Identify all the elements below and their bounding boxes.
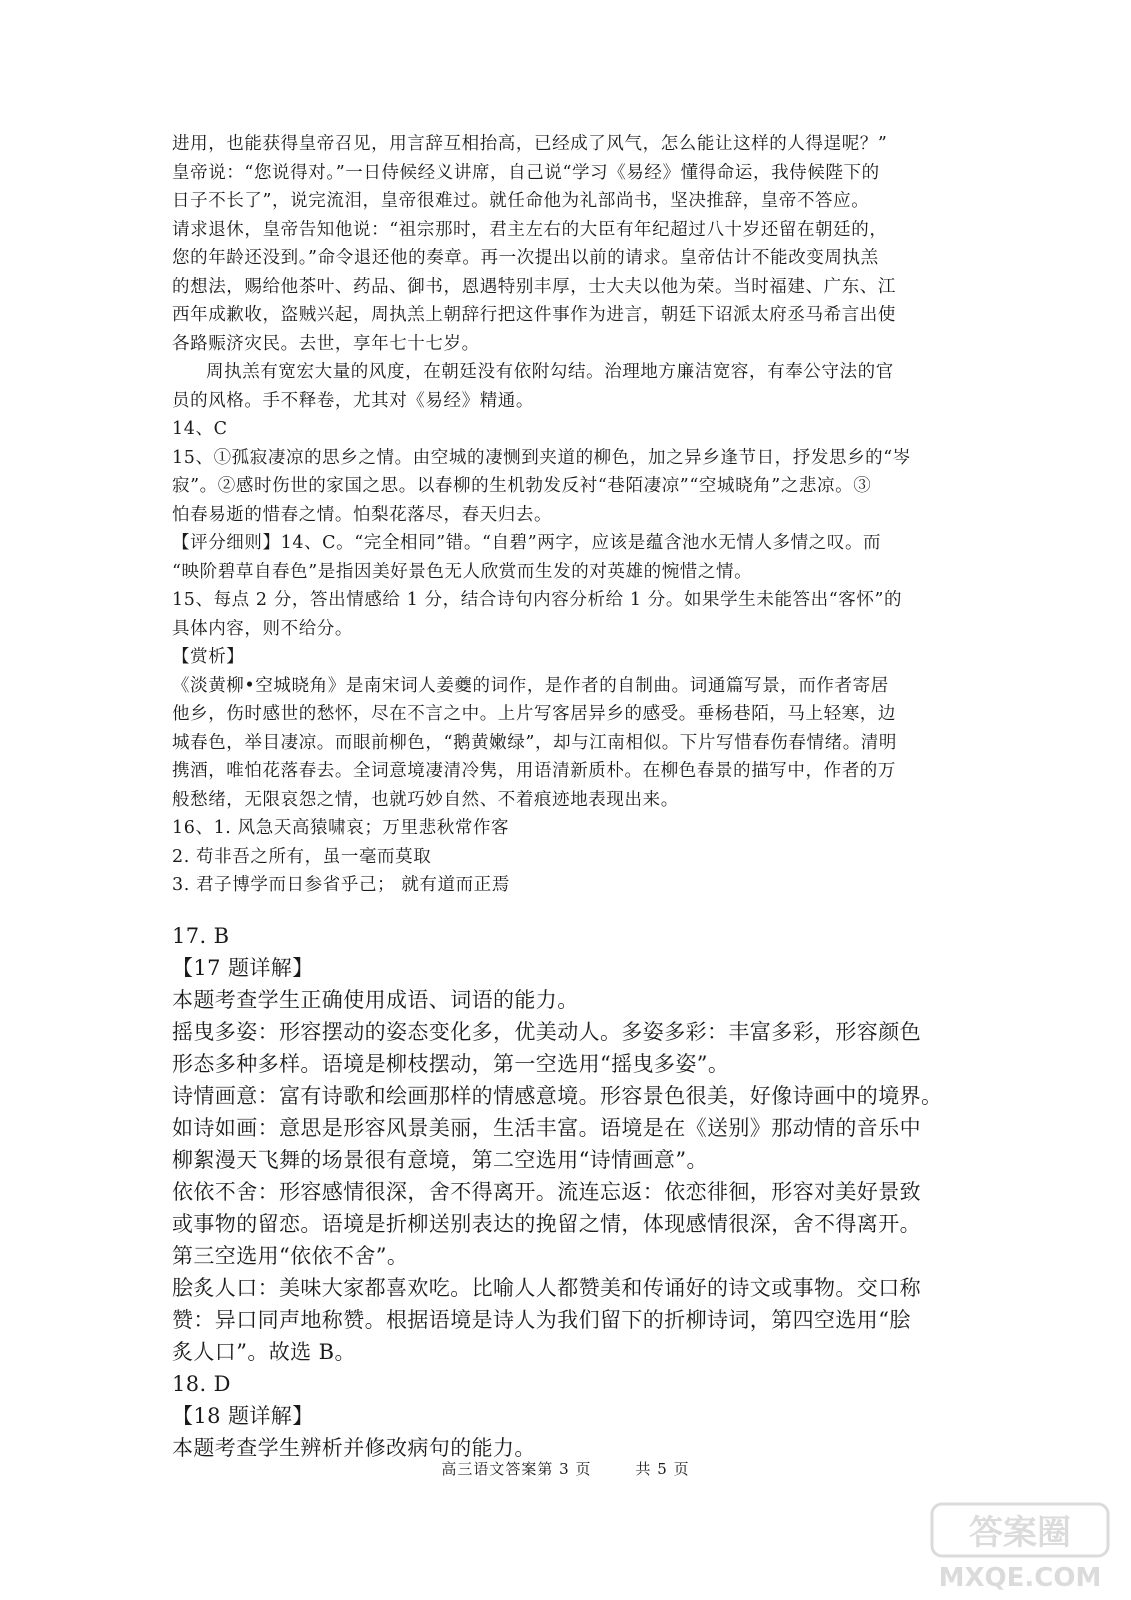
text-line: 寂”。②感时伤世的家国之思。以春柳的生机勃发反衬“巷陌凄凉”“空城晓角”之悲凉。③ — [172, 476, 872, 496]
text-line: 15、每点 2 分，答出情感给 1 分，结合诗句内容分析给 1 分。如果学生未能答出“客怀”的 — [172, 590, 903, 610]
footer-page-number: 高三语文答案第 3 页 — [441, 1460, 592, 1478]
text-line: 炙人口”。故选 B。 — [172, 1340, 356, 1364]
text-line: 员的风格。手不释卷，尤其对《易经》精通。 — [172, 390, 534, 411]
text-line: 您的年龄还没到。”命令退还他的奏章。再一次提出以前的请求。皇帝估计不能改变周执羔 — [172, 248, 879, 268]
answer-text-block-small — [172, 130, 952, 900]
text-line: 赞：异口同声地称赞。根据语境是诗人为我们留下的折柳诗词，第四空选用“脍 — [172, 1308, 911, 1332]
page-footer — [0, 1458, 1131, 1479]
text-line: 【17 题详解】 — [172, 956, 314, 980]
text-line: 城春色，举目凄凉。而眼前柳色，“鹅黄嫩绿”，却与江南相似。下片写惜春伤春情绪。清明 — [172, 732, 897, 753]
text-line: 15、①孤寂凄凉的思乡之情。由空城的凄恻到夹道的柳色，加之异乡逢节日，抒发思乡的“岑 — [172, 447, 911, 468]
watermark-bottom-text: MXQE.COM — [938, 1563, 1102, 1592]
text-line: 【赏析】 — [172, 647, 245, 667]
text-line: “映阶碧草自春色”是指因美好景色无人欣赏而生发的对英雄的惋惜之情。 — [172, 561, 753, 582]
text-line: 他乡，伤时感世的愁怀，尽在不言之中。上片写客居异乡的感受。垂杨巷陌，马上轻寒，边 — [172, 704, 896, 724]
text-line: 如诗如画：意思是形容风景美丽，生活丰富。语境是在《送别》那动情的音乐中 — [172, 1116, 921, 1140]
text-line: 17. B — [172, 924, 230, 948]
text-line: 的想法，赐给他茶叶、药品、御书，恩遇特别丰厚，士大夫以他为荣。当时福建、广东、江 — [172, 276, 896, 297]
text-line: 柳絮漫天飞舞的场景很有意境，第二空选用“诗情画意”。 — [172, 1148, 708, 1172]
text-line: 形态多种多样。语境是柳枝摆动，第一空选用“摇曳多姿”。 — [172, 1052, 730, 1076]
watermark-top-text: 答案圈 — [969, 1513, 1071, 1553]
text-line: 【18 题详解】 — [172, 1404, 314, 1428]
text-line: 各路赈济灾民。去世，享年七十七岁。 — [172, 333, 480, 354]
text-line: 诗情画意：富有诗歌和绘画那样的情感意境。形容景色很美，好像诗画中的境界。 — [172, 1084, 943, 1108]
text-line: 2. 苟非吾之所有，虽一毫而莫取 — [172, 846, 432, 867]
watermark-logo — [930, 1500, 1110, 1592]
text-line: 携酒，唯怕花落春去。全词意境凄清冷隽，用语清新质朴。在柳色春景的描写中，作者的万 — [172, 761, 896, 781]
text-line: 14、C — [172, 419, 228, 439]
footer-total-pages: 共 5 页 — [635, 1460, 690, 1478]
text-line: 进用，也能获得皇帝召见，用言辞互相抬高，已经成了风气，怎么能让这样的人得逞呢？” — [172, 134, 888, 154]
text-line: 皇帝说：“您说得对。”一日侍候经义讲席，自己说“学习《易经》懂得命运，我侍候陛下的 — [172, 162, 880, 183]
text-line: 或事物的留恋。语境是折柳送别表达的挽留之情，体现感情很深，舍不得离开。 — [172, 1212, 921, 1236]
text-line: 本题考查学生辨析并修改病句的能力。 — [172, 1436, 536, 1460]
text-line: 西年成歉收，盗贼兴起，周执羔上朝辞行把这件事作为进言，朝廷下诏派太府丞马希言出使 — [172, 305, 896, 325]
text-line: 怕春易逝的惜春之情。怕梨花落尽，春天归去。 — [172, 504, 553, 525]
text-line: 脍炙人口：美味大家都喜欢吃。比喻人人都赞美和传诵好的诗文或事物。交口称 — [172, 1276, 921, 1300]
text-line: 《淡黄柳•空城晓角》是南宋词人姜夔的词作，是作者的自制曲。词通篇写景，而作者寄居 — [172, 675, 889, 696]
text-line: 【评分细则】14、C。“完全相同”错。“自碧”两字，应该是蕴含池水无情人多情之叹。而 — [172, 533, 882, 553]
text-line: 摇曳多姿：形容摆动的姿态变化多，优美动人。多姿多彩：丰富多彩，形容颜色 — [172, 1020, 921, 1044]
text-line: 本题考查学生正确使用成语、词语的能力。 — [172, 988, 579, 1012]
text-line: 16、1. 风急天高猿啸哀；万里悲秋常作客 — [172, 818, 510, 838]
text-line: 般愁绪，无限哀怨之情，也就巧妙自然、不着痕迹地表现出来。 — [172, 789, 679, 810]
answer-text-block-large — [172, 920, 952, 1464]
text-line: 依依不舍：形容感情很深，舍不得离开。流连忘返：依恋徘徊，形容对美好景致 — [172, 1180, 921, 1204]
text-line: 日子不长了”，说完流泪，皇帝很难过。就任命他为礼部尚书，坚决推辞，皇帝不答应。 — [172, 191, 870, 211]
text-line: 请求退休，皇帝告知他说：“祖宗那时，君主左右的大臣有年纪超过八十岁还留在朝廷的， — [172, 219, 888, 240]
text-line: 具体内容，则不给分。 — [172, 618, 353, 639]
text-line: 18. D — [172, 1372, 231, 1396]
text-line: 周执羔有宽宏大量的风度，在朝廷没有依附勾结。治理地方廉洁宽容，有奉公守法的官 — [206, 362, 894, 382]
text-line: 第三空选用“依依不舍”。 — [172, 1244, 409, 1268]
text-line: 3. 君子博学而日参省乎己； 就有道而正焉 — [172, 875, 510, 895]
